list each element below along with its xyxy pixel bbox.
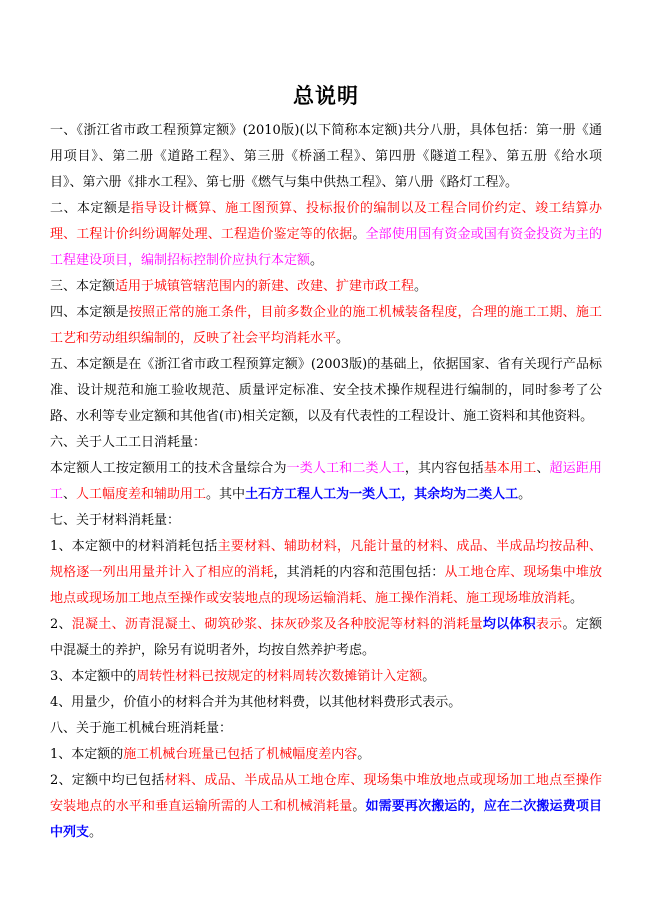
document-body xyxy=(50,118,602,846)
text-segment: 。 xyxy=(310,253,324,268)
paragraph-p4 xyxy=(50,300,602,352)
text-segment: 一、《浙江省市政工程预算定额》(2010版)(以下简称本定额)共分八册，具体包括：第一册《通用项目》、第二册《道路工程》、第三册《桥涵工程》、第四册《隧道工程》、第五册《给水项目》、第六册《排水工程》、第七册《燃气与集中供热工程》、第八册《路灯工程》。 xyxy=(50,123,602,190)
text-segment: 。 xyxy=(336,331,350,346)
text-segment: 。 xyxy=(357,747,371,762)
text-segment: 。 xyxy=(422,669,436,684)
text-segment: 八、关于施工机械台班消耗量： xyxy=(50,721,233,736)
text-segment: 3、本定额中的 xyxy=(50,669,137,684)
text-segment: 主要材料、辅助材料，凡能计量的材料、成品、半成品均按品种、规格逐一列出用量并计入了相应的消耗 xyxy=(50,539,602,580)
text-segment: 三、本定额 xyxy=(50,279,116,294)
text-segment: 全部使用国有资金或国有资金投资为主的工程建设项目，编制招标控制价应执行本定额 xyxy=(50,227,602,268)
text-segment: 、 xyxy=(63,487,77,502)
text-segment: 。定额中混凝土的养护，除另有说明者外，均按自然养护考虑。 xyxy=(50,617,602,658)
page-title: 总说明 xyxy=(293,84,359,108)
text-segment: 指导设计概算、施工图预算、投标报价的编制以及工程合同价约定、竣工结算办理、工程计价纠纷调解处理、工程造价鉴定等的依据 xyxy=(50,201,602,242)
text-segment: 超运距用工 xyxy=(50,461,602,502)
paragraph-p15 xyxy=(50,768,602,846)
text-segment: 。 xyxy=(89,825,103,840)
paragraph-p2 xyxy=(50,196,602,274)
text-segment: 土石方工程人工为一类人工，其余均为二类人工 xyxy=(245,487,519,502)
text-segment: 适用于城镇管辖范围内的新建、改建、扩建市政工程 xyxy=(115,279,415,294)
paragraph-p10 xyxy=(50,612,602,664)
text-segment: 混凝土、沥青混凝土、砌筑砂浆、抹灰砂浆及各种胶泥等材料的消耗量 xyxy=(71,617,483,632)
text-segment: 表示 xyxy=(535,617,563,632)
paragraph-p12 xyxy=(50,690,602,716)
text-segment: 材料、成品、半成品从工地仓库、现场集中堆放地点或现场加工地点至操作安装地点的水平和垂直运输所需的人工和机械消耗量 xyxy=(50,773,602,814)
text-segment: 。 xyxy=(518,487,532,502)
text-segment: ，其内容包括 xyxy=(404,461,484,476)
text-segment: ，其消耗的内容和范围包括： xyxy=(273,565,445,580)
text-segment: 。 xyxy=(570,591,584,606)
text-segment: 七、关于材料消耗量： xyxy=(50,513,181,528)
text-segment: 本定额人工按定额用工的技术含量综合为 xyxy=(50,461,287,476)
text-segment: 二、本定额是 xyxy=(50,201,131,216)
text-segment: 2、 xyxy=(50,617,72,632)
text-segment: 一类人工和二类人工 xyxy=(286,461,405,476)
text-segment: 。 xyxy=(352,227,366,242)
paragraph-p9 xyxy=(50,534,602,612)
text-segment: 人工幅度差和辅助用工 xyxy=(76,487,207,502)
text-segment: 1、本定额的 xyxy=(50,747,124,762)
text-segment: 1、本定额中的材料消耗包括 xyxy=(50,539,218,554)
text-segment: 六、关于人工工日消耗量： xyxy=(50,435,207,450)
text-segment: 按照正常的施工条件，目前多数企业的施工机械装备程度，合理的施工工期、施工工艺和劳动组织编制的，反映了社会平均消耗水平 xyxy=(50,305,602,346)
text-segment: 2、定额中均已包括 xyxy=(50,773,165,788)
text-segment: 从工地仓库、现场集中堆放地点或现场加工地点至操作或安装地点的现场运输消耗、施工操作消耗、施工现场堆放消耗 xyxy=(50,565,602,606)
text-segment: 如需要再次搬运的，应在二次搬运费项目中列支 xyxy=(50,799,602,840)
paragraph-p13 xyxy=(50,716,602,742)
paragraph-p6 xyxy=(50,430,602,456)
text-segment: 施工机械台班量已包括了机械幅度差内容 xyxy=(123,747,358,762)
text-segment: 基本用工 xyxy=(483,461,537,476)
paragraph-p5 xyxy=(50,352,602,430)
paragraph-p7 xyxy=(50,456,602,508)
text-segment: 、 xyxy=(536,461,550,476)
text-segment: 均以体积 xyxy=(482,617,536,632)
text-segment: 。其中 xyxy=(206,487,246,502)
text-segment: 。 xyxy=(414,279,428,294)
paragraph-p3 xyxy=(50,274,602,300)
paragraph-p8 xyxy=(50,508,602,534)
text-segment: 周转性材料已按规定的材料周转次数摊销计入定额 xyxy=(136,669,423,684)
paragraph-p14 xyxy=(50,742,602,768)
text-segment: 四、本定额是 xyxy=(50,305,129,320)
paragraph-p1 xyxy=(50,118,602,196)
text-segment: 。 xyxy=(352,799,366,814)
text-segment: 4、用量少，价值小的材料合并为其他材料费，以其他材料费形式表示。 xyxy=(50,695,462,710)
paragraph-p11 xyxy=(50,664,602,690)
text-segment: 五、本定额是在《浙江省市政工程预算定额》(2003版)的基础上，依据国家、省有关现行产品标准、设计规范和施工验收规范、质量评定标准、安全技术操作规程进行编制的，同时参考了公路、水利等专业定额和其他省(市)相关定额，以及有代表性的工程设计、施工资料和其他资料。 xyxy=(50,357,602,424)
